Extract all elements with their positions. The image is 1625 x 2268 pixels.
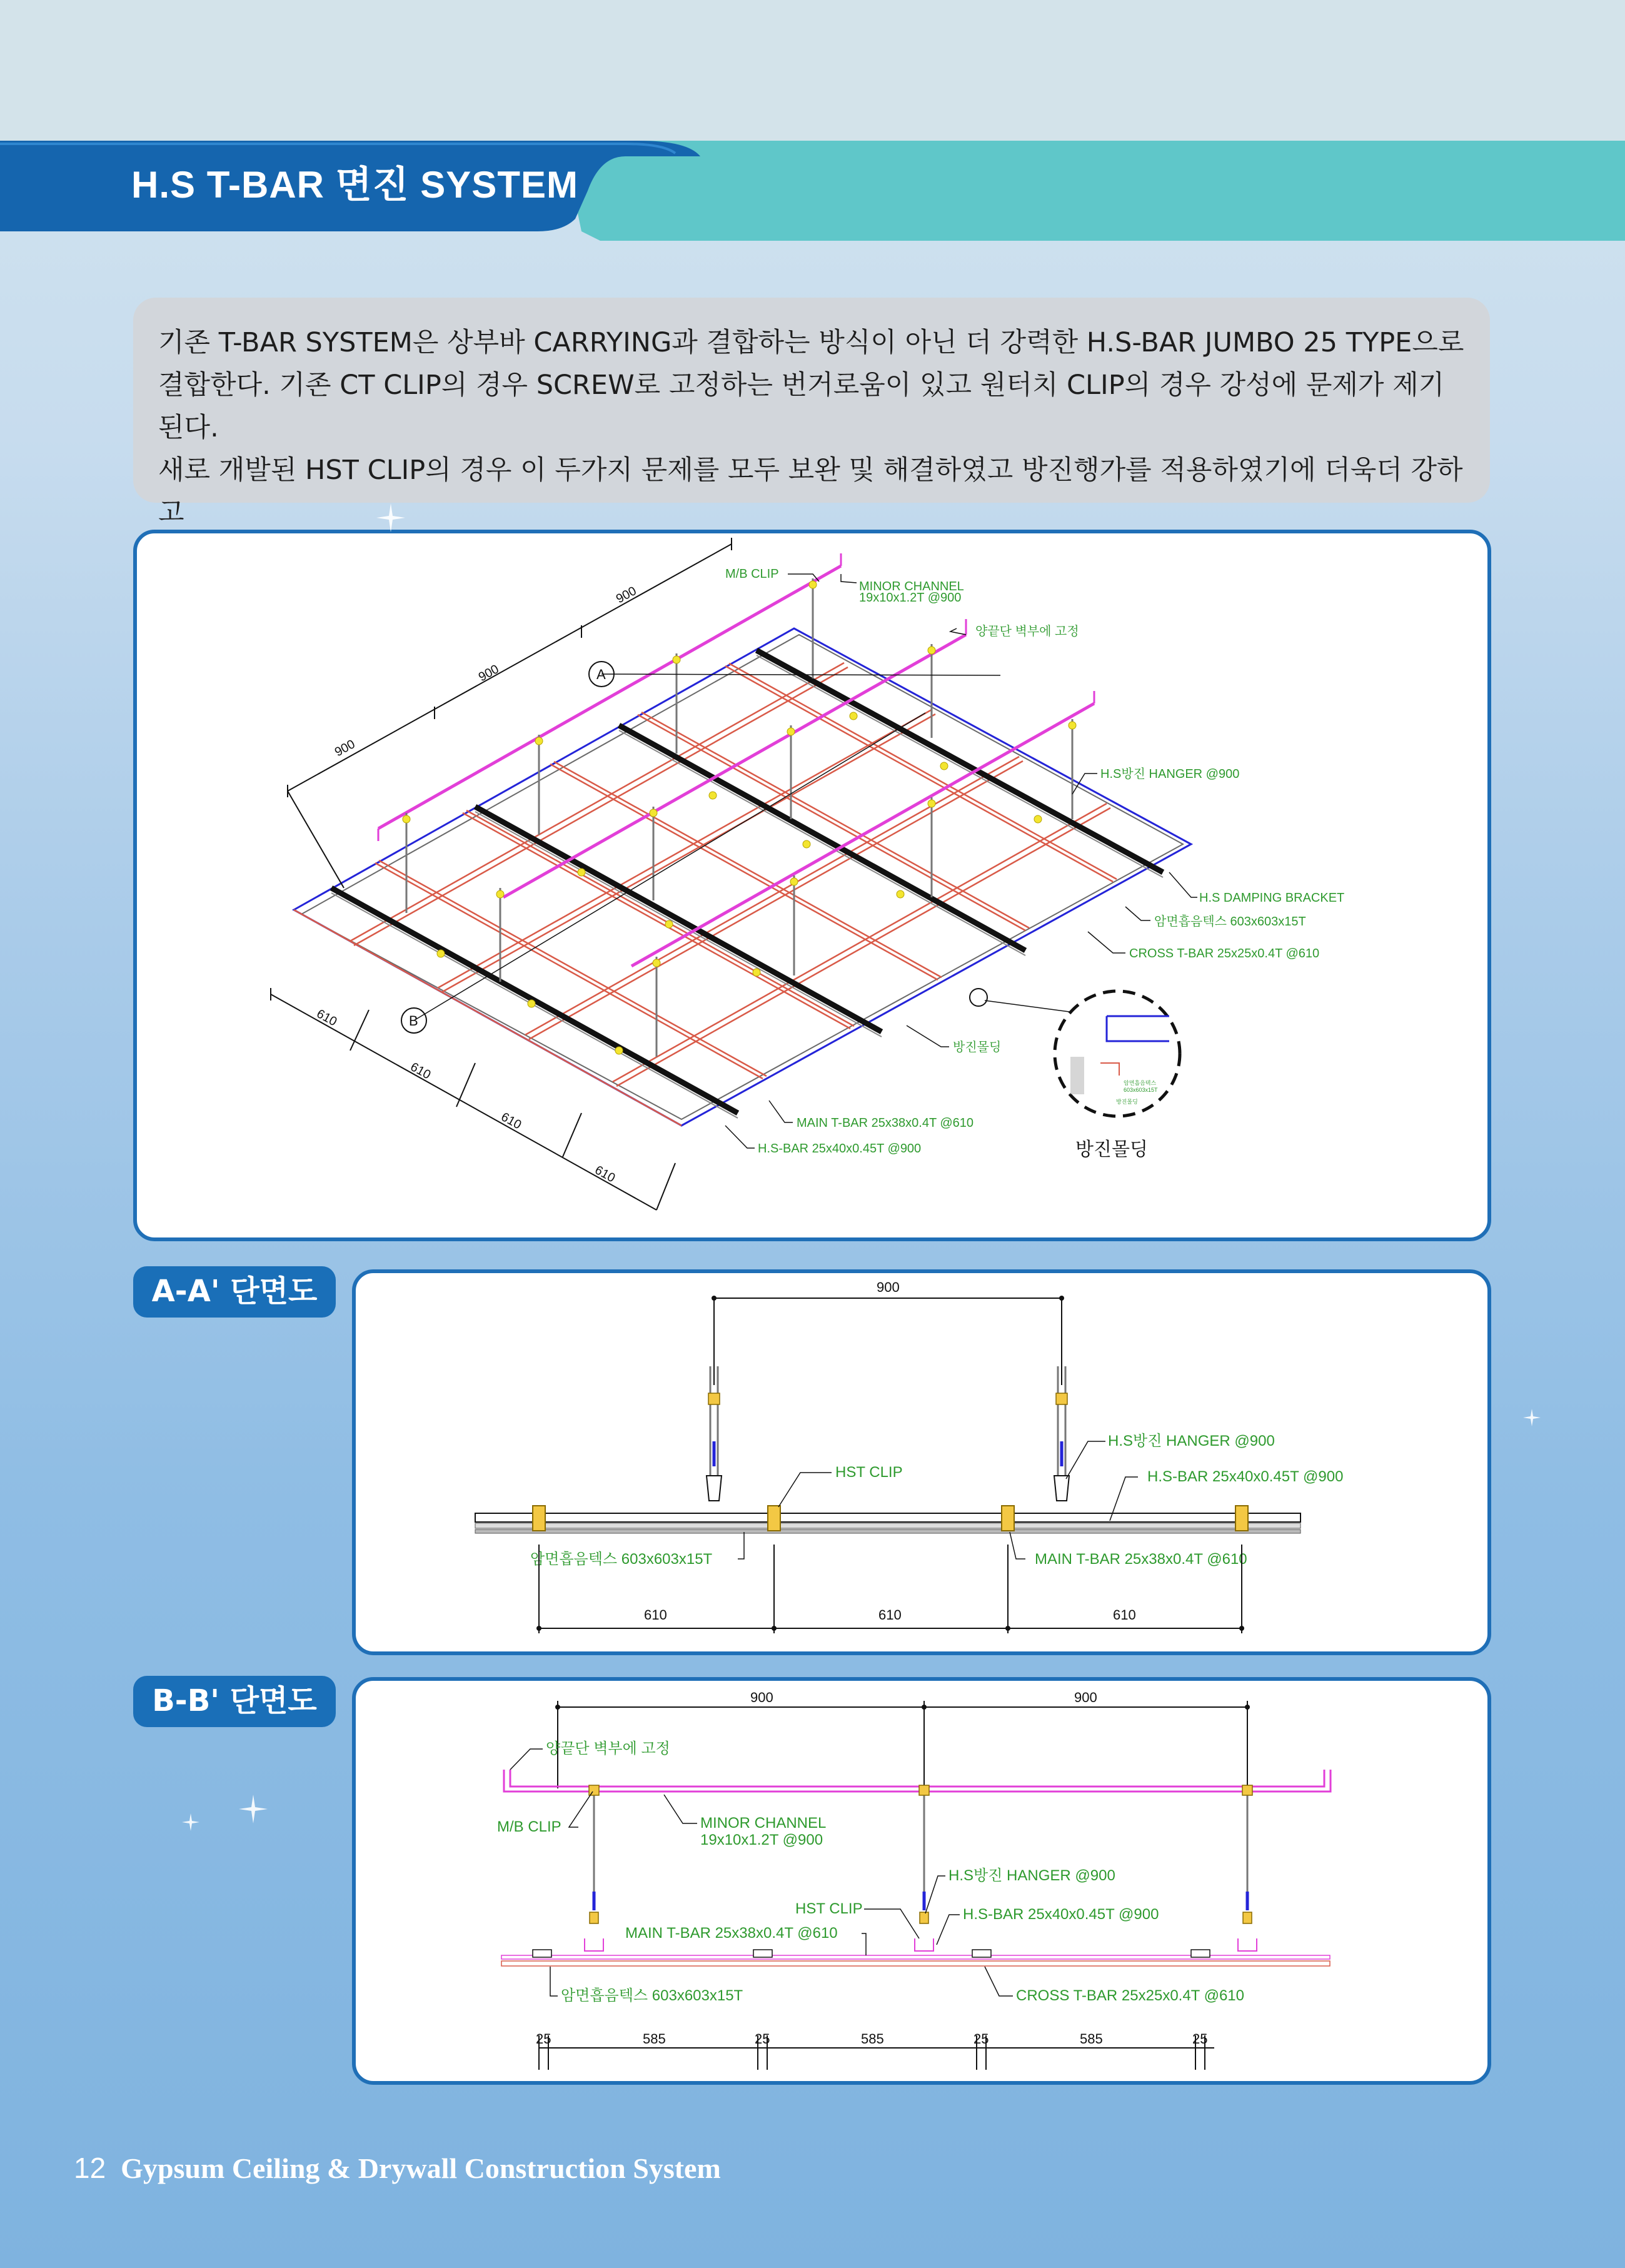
- section-a-drawing: [356, 1273, 1487, 1651]
- section-a-hst-clip: HST CLIP: [835, 1464, 903, 1481]
- intro-line: 기존 T-BAR SYSTEM은 상부바 CARRYING과 결합하는 방식이 아닌 더 강력한 H.S-BAR JUMBO 25 TYPE으로: [158, 327, 1464, 358]
- detail-small-label: 방진몰딩: [1116, 1099, 1138, 1105]
- iso-damping-label: H.S DAMPING BRACKET: [1199, 891, 1345, 905]
- iso-dim-900: 900: [613, 583, 639, 607]
- section-a-panel: [352, 1269, 1491, 1655]
- section-b-dim-bottom: 585: [1080, 2031, 1103, 2047]
- section-a-hanger: H.S방진 HANGER @900: [1108, 1433, 1275, 1449]
- iso-dim-610: 610: [314, 1007, 340, 1029]
- section-b-minor-channel: MINOR CHANNEL: [700, 1815, 827, 1832]
- footer-brand: Gypsum Ceiling & Drywall Construction System: [121, 2152, 721, 2184]
- section-b-dim-bottom: 25: [536, 2031, 551, 2047]
- page-title: H.S T-BAR 면진 SYSTEM: [131, 164, 578, 206]
- section-a-hs-bar: H.S-BAR 25x40x0.45T @900: [1147, 1468, 1344, 1485]
- section-b-hst-clip: HST CLIP: [795, 1900, 863, 1917]
- footer: [74, 2151, 721, 2185]
- iso-dim-610: 610: [592, 1163, 618, 1186]
- iso-mb-clip-label: M/B CLIP: [725, 567, 779, 581]
- iso-dim-610: 610: [408, 1060, 433, 1082]
- section-b-cross-tbar: CROSS T-BAR 25x25x0.4T @610: [1016, 1987, 1244, 2004]
- iso-dim-610: 610: [498, 1110, 524, 1132]
- iso-minor-channel-label: MINOR CHANNEL: [859, 580, 964, 593]
- section-b-hs-bar: H.S-BAR 25x40x0.45T @900: [963, 1906, 1159, 1923]
- iso-cross-tbar-label: CROSS T-BAR 25x25x0.4T @610: [1129, 947, 1320, 960]
- section-a-board: 암면흡음텍스 603x603x15T: [530, 1551, 713, 1568]
- section-b-panel: [352, 1677, 1491, 2085]
- section-b-label: B-B' 단면도: [133, 1676, 336, 1727]
- section-b-dim-bottom: 25: [1192, 2031, 1208, 2047]
- intro-line: 새로 개발된 HST CLIP의 경우 이 두가지 문제를 모두 보완 및 해결하였고 방진행가를 적용하였기에 더욱더 강하고: [158, 455, 1463, 528]
- section-marker-a: A: [596, 667, 606, 682]
- page-number: 12: [74, 2152, 106, 2184]
- section-a-dim-top: 900: [877, 1279, 900, 1295]
- section-a-dim-bottom: 610: [644, 1607, 667, 1623]
- intro-line: 결합한다. 기존 CT CLIP의 경우 SCREW로 고정하는 번거로움이 있고 원터치 CLIP의 경우 강성에 문제가 제기된다.: [158, 370, 1445, 443]
- section-b-dim-bottom: 25: [755, 2031, 770, 2047]
- iso-main-tbar-label: MAIN T-BAR 25x38x0.4T @610: [797, 1116, 974, 1130]
- section-b-dim-top: 900: [1074, 1690, 1097, 1705]
- isometric-drawing: [137, 533, 1487, 1237]
- section-b-hanger: H.S방진 HANGER @900: [948, 1867, 1115, 1884]
- iso-dim-900: 900: [476, 662, 501, 685]
- detail-small-label: 603x603x15T: [1124, 1087, 1158, 1093]
- iso-hanger-label: H.S방진 HANGER @900: [1100, 767, 1240, 781]
- intro-text-box: [133, 298, 1490, 528]
- section-a-dim-bottom: 610: [878, 1607, 902, 1623]
- section-b-dim-bottom: 585: [643, 2031, 666, 2047]
- iso-wall-fix-label: 양끝단 벽부에 고정: [975, 625, 1079, 638]
- section-b-wall-fix: 양끝단 벽부에 고정: [546, 1740, 670, 1757]
- section-a-dim-bottom: 610: [1113, 1607, 1136, 1623]
- section-b-board: 암면흡음텍스 603x603x15T: [561, 1987, 743, 2004]
- section-marker-b: B: [409, 1013, 418, 1029]
- isometric-panel: [133, 530, 1491, 1241]
- section-b-drawing: [356, 1681, 1487, 2081]
- section-b-dim-bottom: 25: [973, 2031, 989, 2047]
- section-b-main-tbar: MAIN T-BAR 25x38x0.4T @610: [625, 1925, 838, 1942]
- iso-molding-label: 방진몰딩: [953, 1041, 1002, 1054]
- detail-small-label: 암면흡음텍스: [1124, 1080, 1157, 1086]
- iso-dim-900: 900: [332, 737, 358, 760]
- section-b-mb-clip: M/B CLIP: [497, 1818, 561, 1835]
- detail-caption: 방진몰딩: [1075, 1139, 1148, 1160]
- iso-minor-channel-size: 19x10x1.2T @900: [859, 591, 962, 605]
- section-b-minor-channel-size: 19x10x1.2T @900: [700, 1832, 823, 1848]
- section-b-dim-top: 900: [750, 1690, 773, 1705]
- section-b-dim-bottom: 585: [861, 2031, 884, 2047]
- section-a-label: A-A' 단면도: [133, 1266, 336, 1318]
- iso-board-label: 암면흡음텍스 603x603x15T: [1154, 915, 1306, 929]
- top-band: [0, 0, 1625, 144]
- section-a-main-tbar: MAIN T-BAR 25x38x0.4T @610: [1035, 1551, 1247, 1568]
- iso-hs-bar-label: H.S-BAR 25x40x0.45T @900: [758, 1142, 922, 1156]
